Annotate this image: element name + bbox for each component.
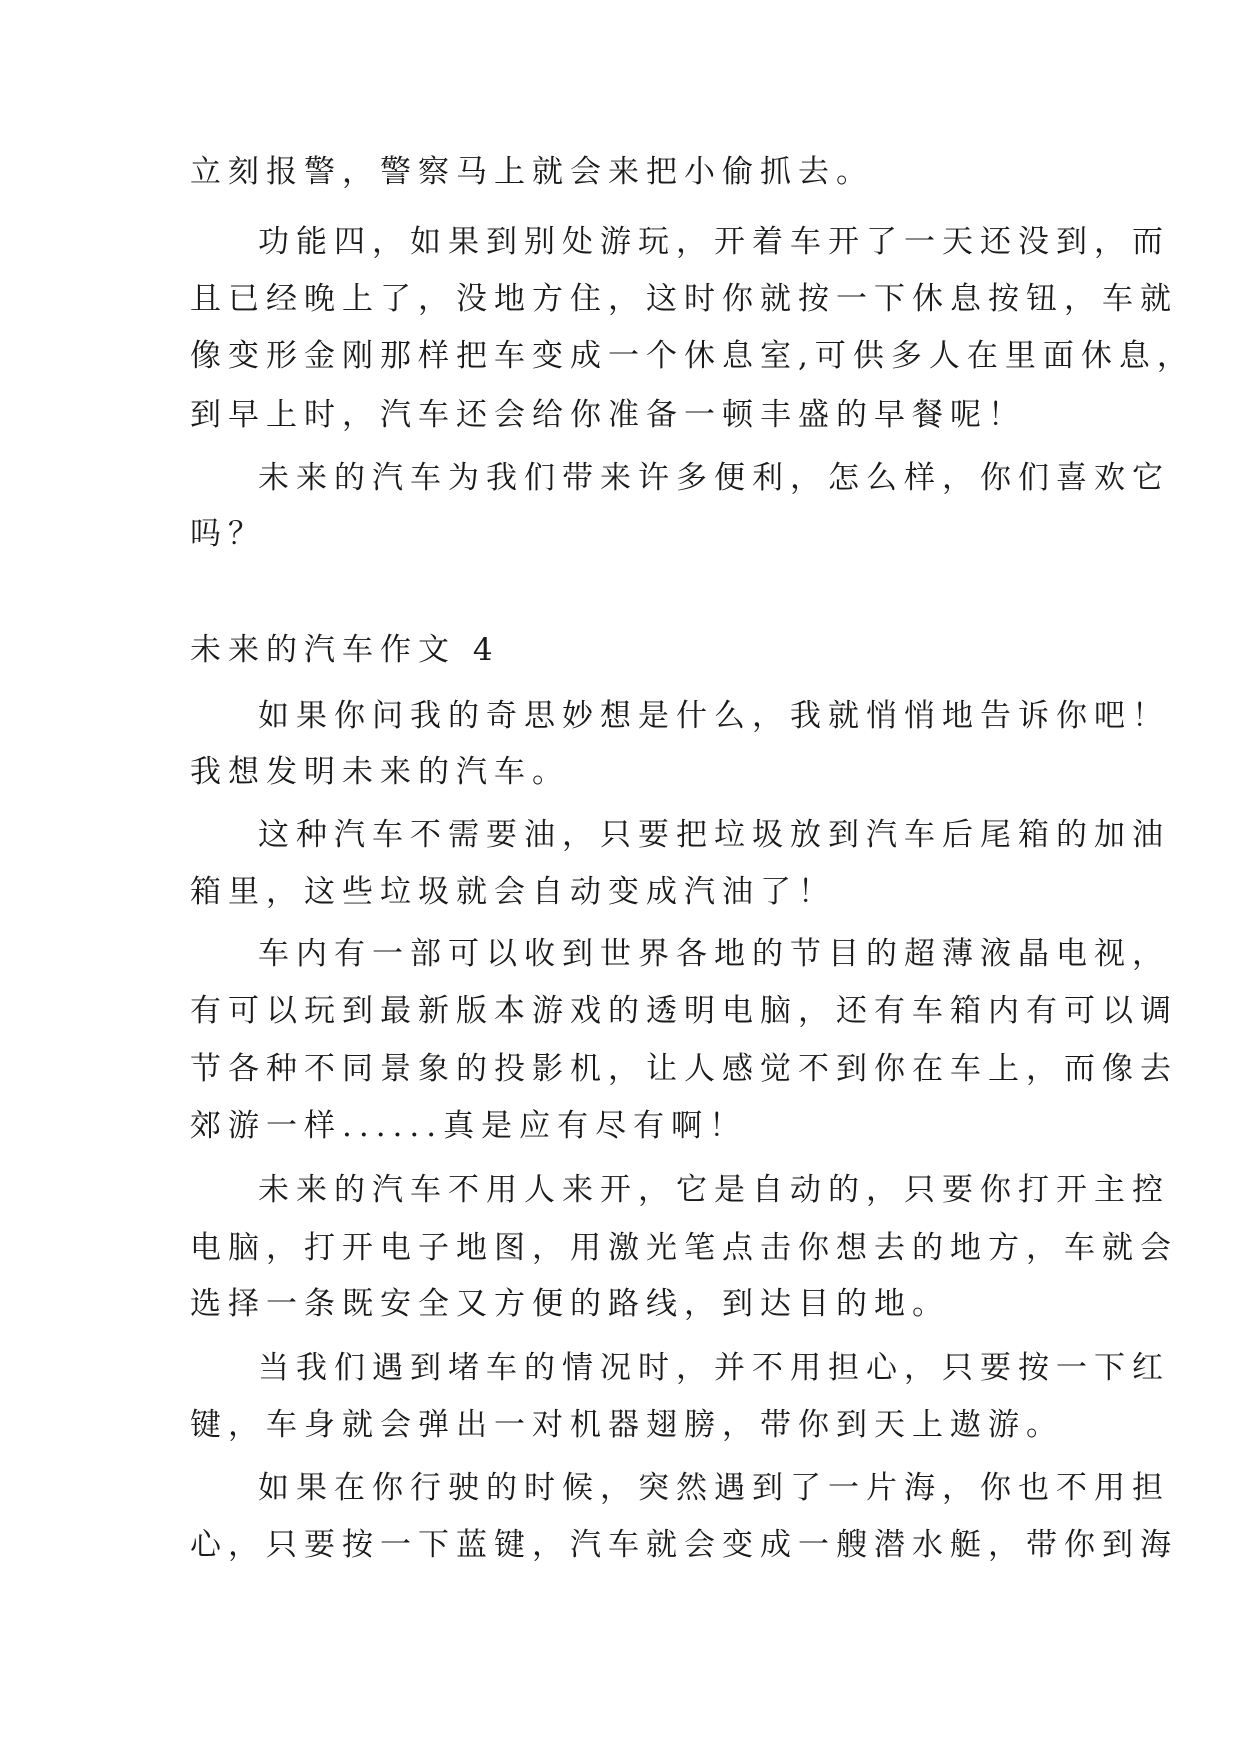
paragraph-line: 如果在你行驶的时候，突然遇到了一片海，你也不用担	[258, 1470, 1170, 1506]
paragraph-line: 这种汽车不需要油，只要把垃圾放到汽车后尾箱的加油	[258, 817, 1170, 853]
paragraph-line: 未来的汽车不用人来开，它是自动的，只要你打开主控	[258, 1172, 1170, 1208]
essay-title: 未来的汽车作文 4	[190, 632, 500, 668]
paragraph-line: 功能四，如果到别处游玩，开着车开了一天还没到，而	[258, 224, 1170, 260]
paragraph-line: 我想发明未来的汽车。	[190, 754, 570, 790]
paragraph-line: 郊游一样......真是应有尽有啊！	[190, 1108, 748, 1144]
paragraph-line: 未来的汽车为我们带来许多便利，怎么样，你们喜欢它	[258, 460, 1170, 496]
paragraph-line: 电脑，打开电子地图，用激光笔点击你想去的地方，车就会	[190, 1230, 1178, 1266]
paragraph-line: 节各种不同景象的投影机，让人感觉不到你在车上，而像去	[190, 1051, 1178, 1087]
paragraph-line: 且已经晚上了，没地方住，这时你就按一下休息按钮，车就	[190, 281, 1178, 317]
paragraph-line: 键，车身就会弹出一对机器翅膀，带你到天上遨游。	[190, 1407, 1064, 1443]
paragraph-line: 当我们遇到堵车的情况时，并不用担心，只要按一下红	[258, 1350, 1170, 1386]
paragraph-line: 立刻报警，警察马上就会来把小偷抓去。	[190, 154, 874, 190]
paragraph-line: 有可以玩到最新版本游戏的透明电脑，还有车箱内有可以调	[190, 993, 1178, 1029]
paragraph-line: 箱里，这些垃圾就会自动变成汽油了！	[190, 874, 836, 910]
paragraph-line: 如果你问我的奇思妙想是什么，我就悄悄地告诉你吧！	[258, 698, 1170, 734]
paragraph-line: 吗？	[190, 516, 266, 552]
paragraph-line: 到早上时，汽车还会给你准备一顿丰盛的早餐呢！	[190, 397, 1026, 433]
paragraph-line: 车内有一部可以收到世界各地的节目的超薄液晶电视，	[258, 936, 1170, 972]
paragraph-line: 像变形金刚那样把车变成一个休息室,可供多人在里面休息，	[190, 338, 1195, 374]
paragraph-line: 选择一条既安全又方便的路线，到达目的地。	[190, 1286, 950, 1322]
paragraph-line: 心，只要按一下蓝键，汽车就会变成一艘潜水艇，带你到海	[190, 1527, 1178, 1563]
